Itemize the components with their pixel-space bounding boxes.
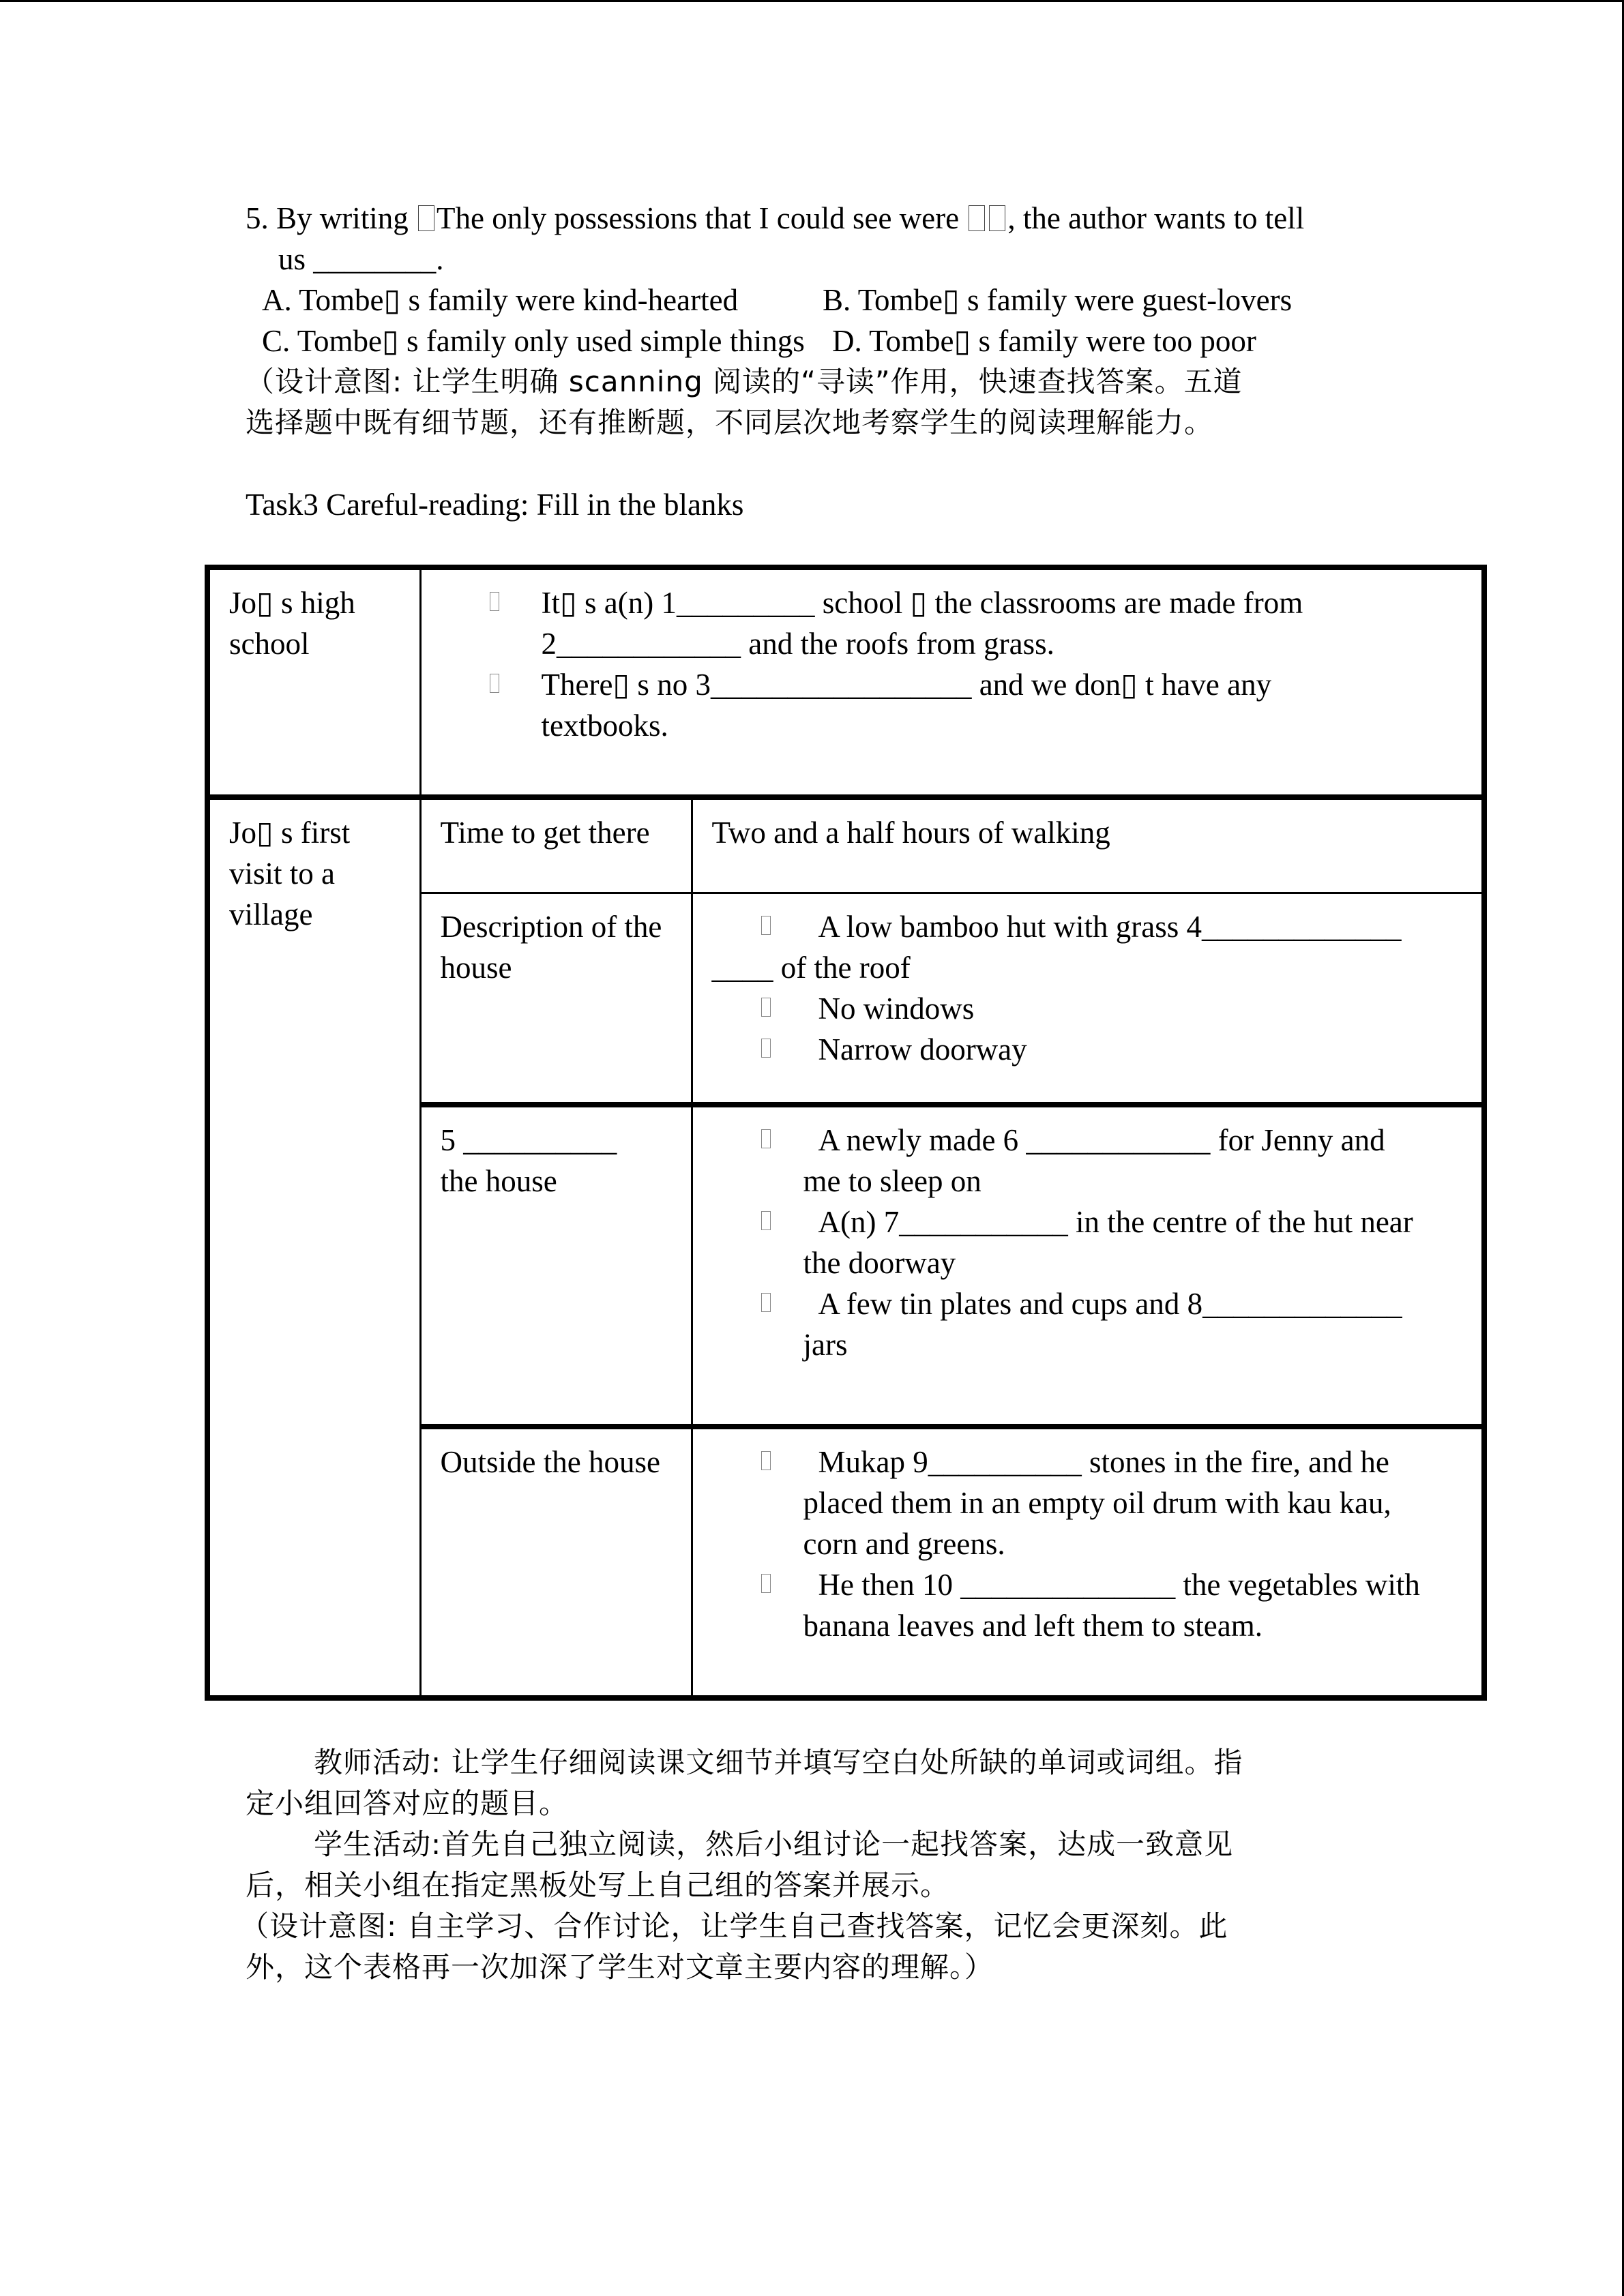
bullet-icon: [761, 1451, 771, 1470]
student-activity-line-2: 后，相关小组在指定黑板处写上自己组的答案并展示。: [246, 1868, 950, 1902]
list-item-continuation: corn and greens.: [803, 1527, 1005, 1561]
missing-glyph-box: [969, 205, 985, 231]
cell-time-value: Two and a half hours of walking: [692, 797, 1484, 893]
cell-time-label: Time to get there: [420, 797, 692, 893]
list-item: A low bamboo hut with grass 4_____________: [712, 906, 1463, 947]
option-c: C. Tombe▯ s family only used simple things: [262, 324, 805, 358]
bullet-icon: [761, 916, 771, 935]
teacher-activity-line-2: 定小组回答对应的题目。: [246, 1787, 569, 1820]
list-item-continuation: placed them in an empty oil drum with kau kau,: [803, 1486, 1391, 1520]
question-5-line-2: us ________.: [278, 242, 444, 276]
design-intent-2-line-1: （设计意图: 自主学习、合作讨论，让学生自己查找答案，记忆会更深刻。此: [240, 1909, 1228, 1943]
table-row: [207, 567, 1484, 797]
cell-outside-items: [692, 1427, 1484, 1698]
bullet-icon: [490, 592, 499, 611]
list-item-continuation: the doorway: [803, 1246, 956, 1280]
missing-glyph-box: [989, 205, 1005, 231]
option-d: D. Tombe▯ s family were too poor: [832, 324, 1256, 358]
list-item: A newly made 6 ____________ for Jenny and: [712, 1120, 1463, 1161]
design-intent-1-line-2: 选择题中既有细节题，还有推断题，不同层次地考察学生的阅读理解能力。: [246, 406, 1214, 439]
list-item: A(n) 7___________ in the centre of the hut near: [712, 1202, 1463, 1242]
list-item: A few tin plates and cups and 8_____________: [712, 1283, 1463, 1324]
list-item: Mukap 9__________ stones in the fire, and he: [712, 1442, 1463, 1482]
q5-text-a: 5. By writing: [246, 201, 417, 235]
high-school-details: [420, 567, 1484, 797]
bullet-icon: [761, 1129, 771, 1148]
bullet-icon: [761, 1039, 771, 1058]
cell-in-house-label: [420, 1105, 692, 1427]
bullet-icon: [761, 998, 771, 1017]
row-label-high-school: Jo▯ s high school: [207, 567, 420, 797]
missing-glyph-box: [418, 205, 434, 231]
bullet-icon: [761, 1211, 771, 1230]
list-item: No windows: [712, 988, 1463, 1029]
cell-description-label: Description of the house: [420, 893, 692, 1105]
q5-text-c: , the author wants to tell: [1007, 201, 1305, 235]
teacher-activity-line-1: 教师活动: 让学生仔细阅读课文细节并填写空白处所缺的单词或词组。指: [314, 1746, 1243, 1779]
bullet-icon: [490, 674, 499, 693]
table-row: [207, 797, 1484, 893]
bullet-icon: [761, 1574, 771, 1593]
bullet-icon: [761, 1293, 771, 1312]
student-activity-line-1: 学生活动:首先自己独立阅读，然后小组讨论一起找答案，达成一致意见: [314, 1828, 1234, 1861]
design-intent-2-line-2: 外，这个表格再一次加深了学生对文章主要内容的理解。）: [246, 1950, 994, 1984]
task3-title: Task3 Careful-reading: Fill in the blanks: [246, 488, 744, 522]
cell-description-items: [692, 893, 1484, 1105]
option-a: A. Tombe▯ s family were kind-hearted: [262, 283, 739, 317]
list-item-continuation: 2____________ and the roofs from grass.: [541, 627, 1054, 661]
list-item-continuation: banana leaves and left them to steam.: [803, 1609, 1263, 1643]
list-item-continuation: ____ of the roof: [711, 950, 911, 985]
list-item-continuation: jars: [803, 1328, 848, 1362]
row-label-village-visit: Jo▯ s first visit to a village: [207, 797, 420, 1698]
list-item: There▯ s no 3_________________ and we don▯ t have any: [441, 664, 1463, 705]
cell-in-house-items: [692, 1105, 1484, 1427]
list-item: Narrow doorway: [712, 1029, 1463, 1070]
list-item-continuation: textbooks.: [541, 709, 668, 743]
top-border: [0, 0, 1624, 2]
in-house-label-line-2: the house: [440, 1164, 557, 1198]
q5-text-b: The only possessions that I could see were: [437, 201, 967, 235]
design-intent-1-line-1: （设计意图: 让学生明确 scanning 阅读的“寻读”作用，快速查找答案。五道: [246, 365, 1243, 398]
list-item-continuation: me to sleep on: [803, 1164, 981, 1198]
list-item: It▯ s a(n) 1_________ school ▯ the classrooms are made from: [441, 582, 1463, 623]
cell-outside-label: Outside the house: [420, 1427, 692, 1698]
in-house-label-line-1: 5 __________: [440, 1123, 617, 1157]
option-b: B. Tombe▯ s family were guest-lovers: [823, 283, 1293, 317]
list-item: He then 10 ______________ the vegetables with: [712, 1564, 1463, 1605]
question-5-line-1: [246, 198, 1304, 239]
fill-blanks-table: [205, 565, 1487, 1701]
